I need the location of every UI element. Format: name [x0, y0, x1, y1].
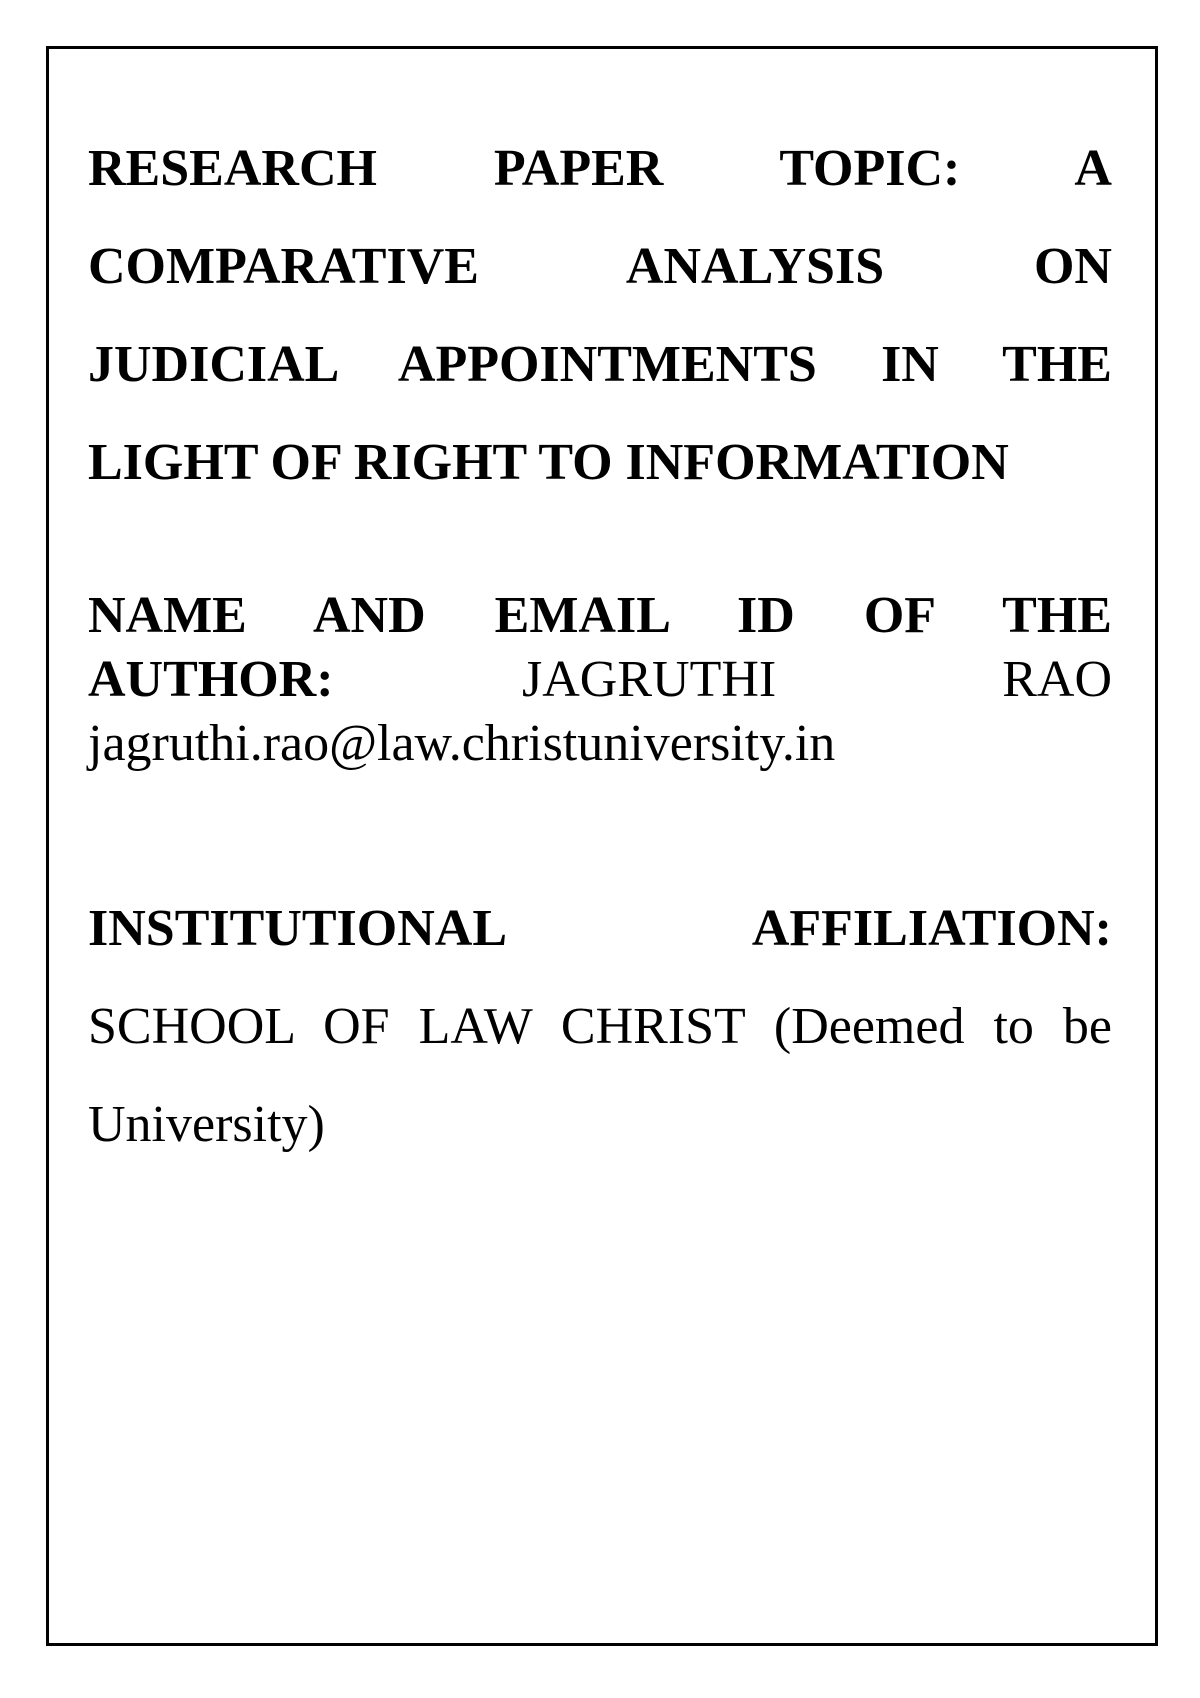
affiliation-line: SCHOOL OF LAW CHRIST (Deemed to be [88, 998, 1112, 1055]
author-label: NAME AND EMAIL ID OF THE [88, 587, 1112, 644]
affiliation-section [88, 880, 1112, 1174]
author-line [88, 648, 1112, 712]
title-line: LIGHT OF RIGHT TO INFORMATION [88, 434, 1009, 491]
author-name-word: JAGRUTHI [522, 651, 777, 708]
affiliation-line: University) [88, 1096, 325, 1153]
author-label-suffix: AUTHOR: [88, 651, 334, 708]
paper-title [88, 120, 1112, 512]
title-line: COMPARATIVE ANALYSIS ON [88, 238, 1112, 295]
author-email: jagruthi.rao@law.christuniversity.in [88, 715, 836, 772]
author-section [88, 584, 1112, 776]
title-line: RESEARCH PAPER TOPIC: A [88, 140, 1112, 197]
author-name [522, 648, 1112, 712]
affiliation-label: INSTITUTIONAL AFFILIATION: [88, 900, 1112, 957]
author-name-word: RAO [1002, 651, 1112, 708]
title-line: JUDICIAL APPOINTMENTS IN THE [88, 336, 1112, 393]
